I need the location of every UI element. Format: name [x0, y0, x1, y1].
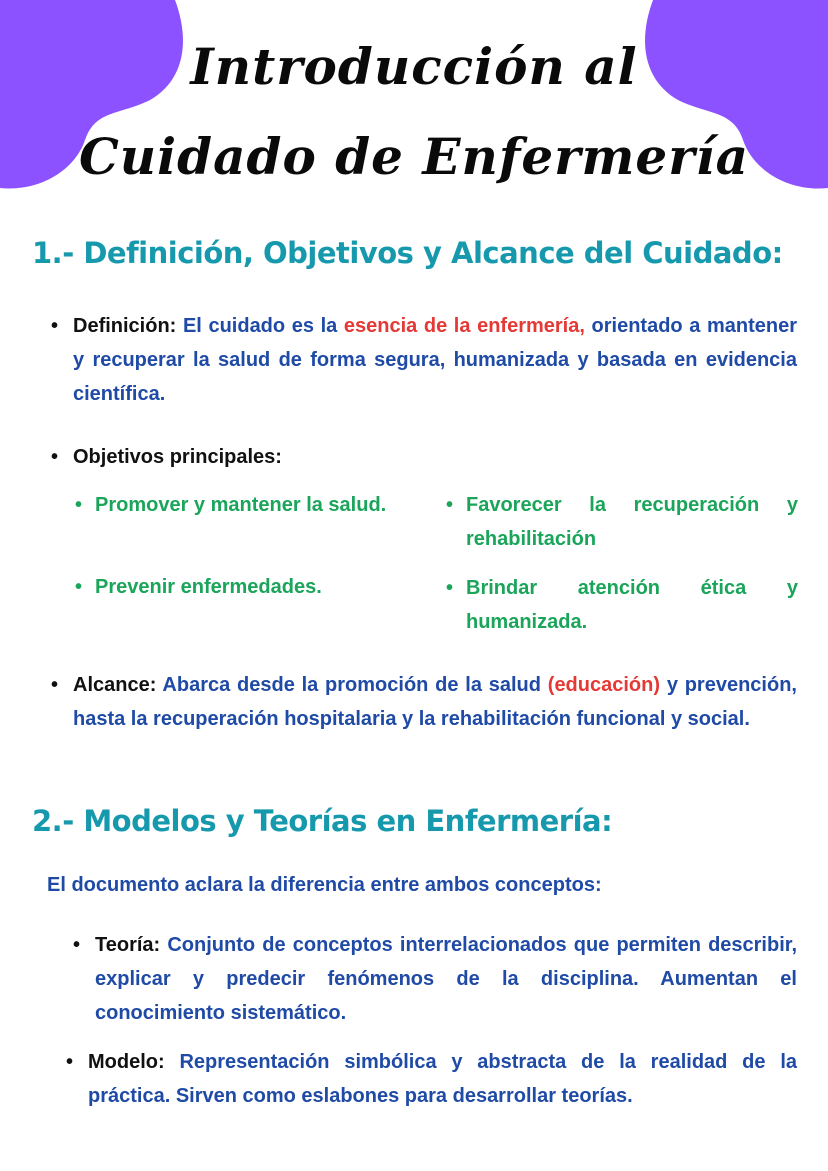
definicion-text-a: El cuidado es la	[182, 315, 338, 337]
title-line-2: Cuidado de Enfermería	[79, 127, 749, 186]
alcance-text-a: Abarca desde la promoción de la salud	[162, 674, 541, 696]
teoria-text: Conjunto de conceptos interrelacionados que permiten describir, explicar y predecir fenómenos de la disciplina. Aumentan el conocimiento sistemático.	[95, 934, 797, 1024]
objetivo-item	[446, 488, 798, 556]
page-title	[0, 22, 828, 202]
alcance-text-b: y prevención, hasta la recuperación hospitalaria y la rehabilitación funcional y social.	[73, 674, 797, 730]
section-2-heading: 2.- Modelos y Teorías en Enfermería:	[32, 804, 613, 838]
objetivo-item	[446, 571, 798, 639]
definicion-label: Definición:	[73, 315, 177, 337]
definicion-bullet	[51, 309, 797, 411]
section-1-heading: 1.- Definición, Objetivos y Alcance del Cuidado:	[32, 236, 783, 270]
bullet-dot: •	[66, 1051, 74, 1073]
teoria-bullet	[73, 928, 797, 1030]
objetivos-label: Objetivos principales:	[73, 446, 282, 468]
bullet-dot: •	[75, 576, 83, 598]
bullet-dot: •	[446, 577, 454, 599]
objetivo-item	[75, 570, 395, 604]
objetivo-text: Brindar atención ética y humanizada.	[466, 577, 798, 633]
modelo-text: Representación simbólica y abstracta de la realidad de la práctica. Sirven como eslabones para desarrollar teorías.	[88, 1051, 797, 1107]
section-2-intro: El documento aclara la diferencia entre ambos conceptos:	[47, 874, 602, 896]
alcance-label: Alcance:	[73, 674, 157, 696]
alcance-bullet	[51, 668, 797, 736]
objetivo-text: Favorecer la recuperación y rehabilitación	[466, 494, 798, 550]
objetivo-item	[75, 488, 387, 522]
teoria-label: Teoría:	[95, 934, 161, 956]
title-line-1: Introducción al	[190, 37, 638, 96]
modelo-bullet	[66, 1045, 797, 1113]
bullet-dot: •	[446, 494, 454, 516]
modelo-label: Modelo:	[88, 1051, 165, 1073]
objetivos-bullet	[51, 440, 282, 474]
objetivo-text: Prevenir enfermedades.	[95, 576, 322, 598]
bullet-dot: •	[73, 934, 81, 956]
bullet-dot: •	[51, 446, 59, 468]
bullet-dot: •	[51, 315, 59, 337]
bullet-dot: •	[75, 494, 83, 516]
alcance-highlight: (educación)	[547, 674, 661, 696]
bullet-dot: •	[51, 674, 59, 696]
definicion-text-b: orientado a mantener y recuperar la salud de forma segura, humanizada y basada en evidencia científica.	[73, 315, 797, 405]
definicion-highlight: esencia de la enfermería,	[343, 315, 585, 337]
objetivo-text: Promover y mantener la salud.	[95, 494, 387, 516]
